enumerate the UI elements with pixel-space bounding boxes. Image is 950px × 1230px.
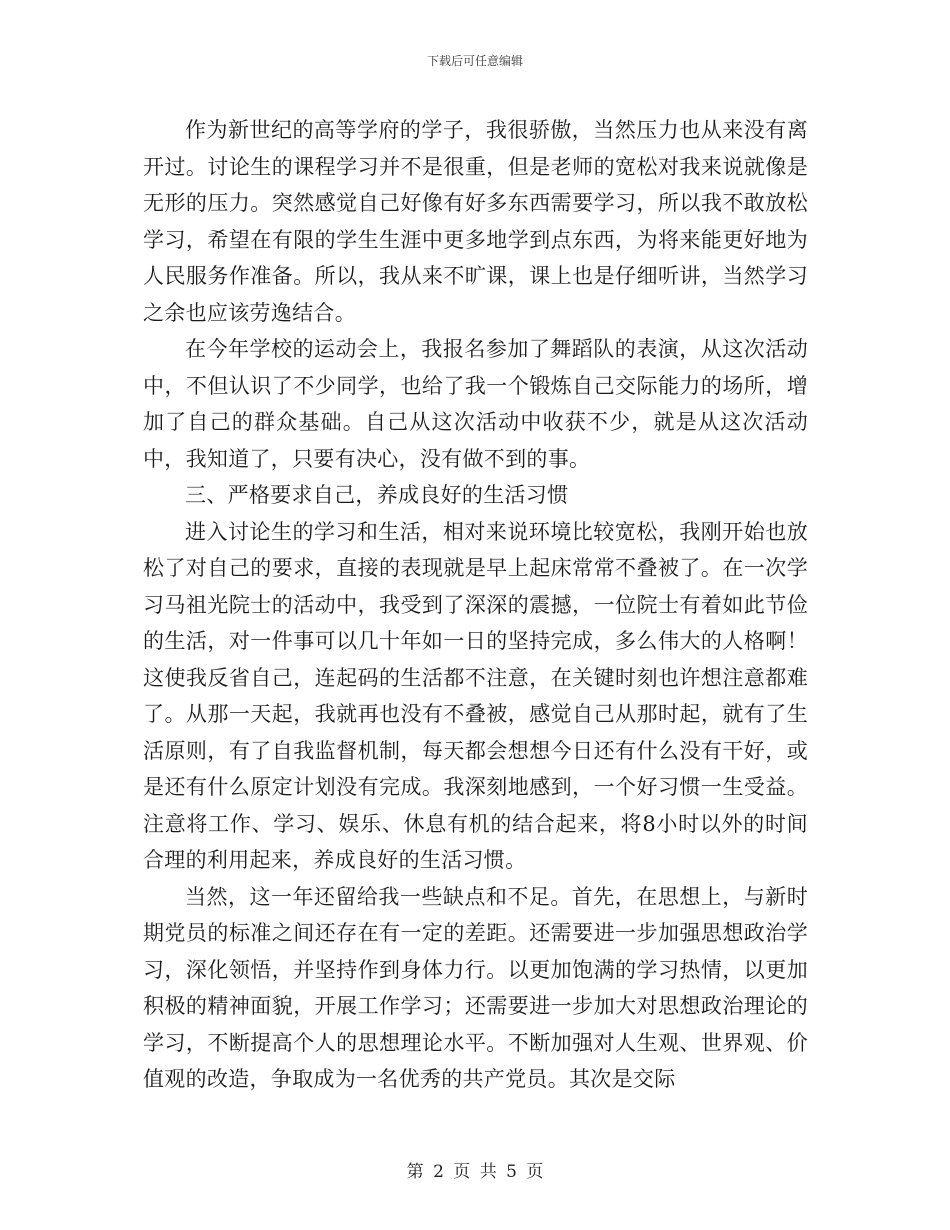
- paragraph-sports-meet: 在今年学校的运动会上，我报名参加了舞蹈队的表演，从这次活动中，不但认识了不少同学，也给了我一个锻炼自己交际能力的场所，增加了自己的群众基础。自己从这次活动中收获不少，就是从这次活动中，我知道了，只要有决心，没有做不到的事。: [143, 337, 808, 471]
- paragraph-habits: 进入讨论生的学习和生活，相对来说环境比较宽松，我刚开始也放松了对自己的要求，直接的表现就是早上起床常常不叠被了。在一次学习马祖光院士的活动中，我受到了深深的震撼，一位院士有着如此节俭的生活，对一件事可以几十年如一日的坚持完成，多么伟大的人格啊！这使我反省自己，连起码的生活都不注意，在关键时刻也许想注意都难了。从那一天起，我就再也没有不叠被，感觉自己从那时起，就有了生活原则，有了自我监督机制，每天都会想想今日还有什么没有干好，或是还有什么原定计划没有完成。我深刻地感到，一个好习惯一生受益。注意将工作、学习、娱乐、休息有机的结合起来，将8小时以外的时间合理的利用起来，养成良好的生活习惯。: [143, 519, 808, 872]
- document-body: [143, 112, 808, 1098]
- page-number: 第 2 页 共 5 页: [406, 1162, 544, 1182]
- section-heading-habits: 三、严格要求自己，养成良好的生活习惯: [185, 483, 569, 507]
- page-header: 下载后可任意编辑: [426, 54, 523, 68]
- paragraph-shortcomings: 当然，这一年还留给我一些缺点和不足。首先，在思想上，与新时期党员的标准之间还存在有一定的差距。还需要进一步加强思想政治学习，深化领悟，并坚持作到身体力行。以更加饱满的学习热情，以更加积极的精神面貌，开展工作学习；还需要进一步加大对思想政治理论的学习，不断提高个人的思想理论水平。不断加强对人生观、世界观、价值观的改造，争取成为一名优秀的共产党员。其次是交际: [143, 884, 808, 1091]
- paragraph-study: 作为新世纪的高等学府的学子，我很骄傲，当然压力也从来没有离开过。讨论生的课程学习并不是很重，但是老师的宽松对我来说就像是无形的压力。突然感觉自己好像有好多东西需要学习，所以我不敢放松学习，希望在有限的学生生涯中更多地学到点东西，为将来能更好地为人民服务作准备。所以，我从来不旷课，课上也是仔细听讲，当然学习之余也应该劳逸结合。: [143, 118, 808, 325]
